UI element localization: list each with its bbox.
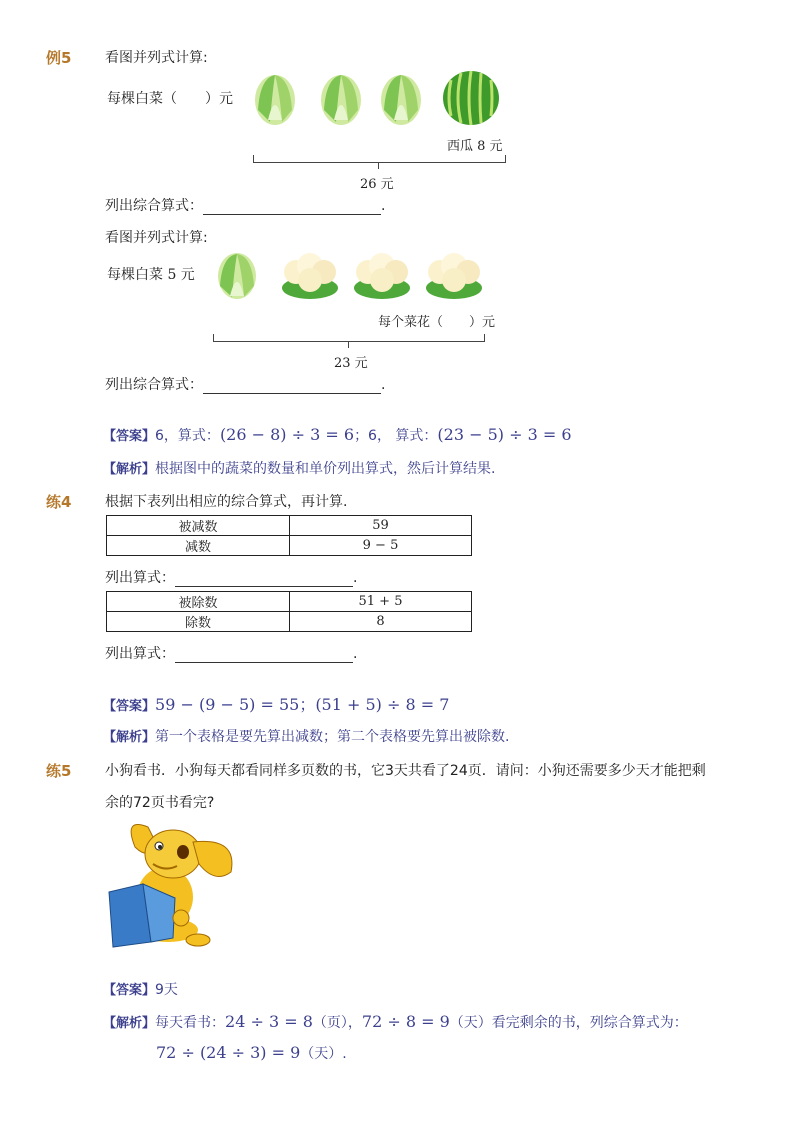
answer-text: 9天: [155, 982, 178, 998]
answer-tag: 【答案】: [103, 429, 156, 444]
analysis-text: （天）看完剩余的书，列综合算式为：: [449, 1015, 688, 1031]
answer-mid: ；6， 算式：: [354, 428, 438, 444]
ex5-instruction-2: 看图并列式计算:: [105, 230, 208, 246]
answer-math-2: (23 − 5) ÷ 3 = 6: [437, 425, 572, 444]
analysis-text: 第一个表格是要先算出减数；第二个表格要先算出被除数.: [155, 729, 510, 745]
brace-tick: [378, 162, 379, 169]
answer-math: 59 − (9 − 5) = 55；(51 + 5) ÷ 8 = 7: [155, 695, 450, 714]
answer-tag: 【答案】: [103, 699, 156, 714]
dog-reading-icon: [103, 812, 243, 952]
answer-blank[interactable]: [175, 648, 353, 663]
table-cell: 除数: [107, 612, 290, 632]
table-row: [107, 516, 472, 536]
table-cell: 9 − 5: [290, 536, 472, 556]
formula-label: 列出算式：: [105, 570, 175, 586]
answer-text: 6，算式：: [155, 428, 220, 444]
table-cell: 被减数: [107, 516, 290, 536]
analysis-tag: 【解析】: [103, 462, 156, 477]
p5-analysis: [103, 1012, 688, 1032]
example-5-label: 例5: [46, 49, 72, 67]
p5-final-formula: [156, 1043, 347, 1063]
formula-label: 列出综合算式：: [105, 198, 203, 214]
answer-tag: 【答案】: [103, 983, 156, 998]
cabbage-price-label: 每棵白菜（ ）元: [107, 91, 233, 107]
p4-answer: [103, 692, 449, 715]
total-label: 26 元: [360, 177, 394, 192]
table-row: [107, 536, 472, 556]
analysis-text: （页），: [312, 1015, 362, 1031]
practice-4-label: 练4: [46, 493, 72, 511]
cauliflower-icon: [280, 250, 340, 300]
ex5-answer: [103, 425, 572, 445]
cauliflower-icon: [424, 250, 484, 300]
ex5-instruction: 看图并列式计算:: [105, 50, 208, 66]
p5-question-line-2: 余的72页书看完?: [105, 795, 215, 811]
watermelon-price-label: 西瓜 8 元: [447, 139, 503, 154]
answer-blank[interactable]: [203, 379, 381, 394]
total-brace-2: [213, 334, 485, 342]
table-row: [107, 592, 472, 612]
cabbage-icon: [214, 250, 260, 300]
analysis-math-1: 24 ÷ 3 = 8: [225, 1012, 313, 1031]
cabbage-icon: [376, 70, 426, 126]
minuend-table: [106, 515, 472, 556]
ex5-analysis: [103, 458, 495, 478]
table-cell: 59: [290, 516, 472, 536]
table-cell: 51 + 5: [290, 592, 472, 612]
p4-instruction: 根据下表列出相应的综合算式，再计算.: [105, 494, 348, 510]
answer-blank[interactable]: [203, 200, 381, 215]
p4-formula-line-2: 列出算式： .: [105, 646, 358, 662]
cabbage-price-label-2: 每棵白菜 5 元: [107, 267, 195, 283]
cauliflower-icon: [352, 250, 412, 300]
total-brace: [253, 155, 506, 163]
watermelon-icon: [441, 70, 501, 126]
answer-blank[interactable]: [175, 572, 353, 587]
formula-line-1: 列出综合算式： .: [105, 198, 386, 214]
p4-analysis: [103, 726, 509, 746]
analysis-math-2: 72 ÷ 8 = 9: [361, 1012, 450, 1031]
cauliflower-price-label: 每个菜花（ ）元: [378, 315, 496, 330]
analysis-text: 根据图中的蔬菜的数量和单价列出算式，然后计算结果.: [155, 461, 496, 477]
table-cell: 8: [290, 612, 472, 632]
formula-label: 列出综合算式：: [105, 377, 203, 393]
table-row: [107, 612, 472, 632]
cabbage-icon: [250, 70, 300, 126]
table-cell: 被除数: [107, 592, 290, 612]
p4-formula-line-1: 列出算式： .: [105, 570, 358, 586]
total-label-2: 23 元: [334, 356, 368, 371]
answer-math-1: (26 − 8) ÷ 3 = 6: [219, 425, 355, 444]
cabbage-icon: [316, 70, 366, 126]
analysis-text: 每天看书：: [155, 1015, 226, 1031]
p5-question-line-1: 小狗看书．小狗每天都看同样多页数的书，它3天共看了24页．请问：小狗还需要多少天才能把剩: [105, 763, 706, 779]
formula-label: 列出算式：: [105, 646, 175, 662]
formula-line-2: 列出综合算式： .: [105, 377, 386, 393]
analysis-tag: 【解析】: [103, 1016, 156, 1031]
dividend-table: [106, 591, 472, 632]
final-unit: （天）.: [300, 1046, 347, 1062]
analysis-tag: 【解析】: [103, 730, 156, 745]
table-cell: 减数: [107, 536, 290, 556]
p5-answer: [103, 979, 178, 999]
practice-5-label: 练5: [46, 762, 72, 780]
final-math: 72 ÷ (24 ÷ 3) = 9: [156, 1043, 301, 1062]
brace-tick-2: [348, 341, 349, 348]
